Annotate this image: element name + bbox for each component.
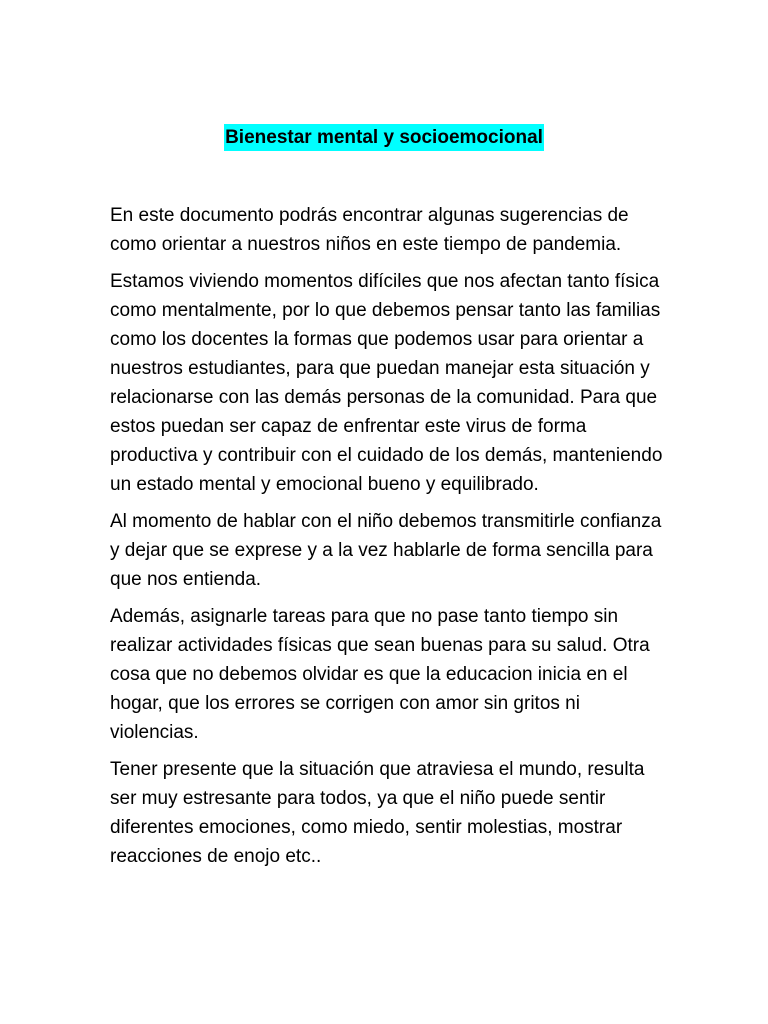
document-title: Bienestar mental y socioemocional — [224, 124, 544, 151]
paragraph-intro: En este documento podrás encontrar algunas sugerencias de como orientar a nuestros niños en este tiempo de pandemia. — [110, 205, 629, 255]
document-body — [110, 201, 666, 879]
paragraph-communication: Al momento de hablar con el niño debemos transmitirle confianza y dejar que se exprese y a la vez hablarle de forma sencilla para que nos entienda. — [110, 511, 662, 590]
paragraph-tasks: Además, asignarle tareas para que no pase tanto tiempo sin realizar actividades físicas que sean buenas para su salud. Otra cosa que no debemos olvidar es que la educacion inicia en el hogar, que los errores se corrigen con amor sin gritos ni violencias. — [110, 606, 650, 743]
title-container — [0, 124, 768, 151]
paragraph-emotions: Tener presente que la situación que atraviesa el mundo, resulta ser muy estresante para todos, ya que el niño puede sentir diferentes emociones, como miedo, sentir molestias, mostrar reacciones de enojo etc.. — [110, 759, 645, 867]
paragraph-context: Estamos viviendo momentos difíciles que nos afectan tanto física como mentalmente, por lo que debemos pensar tanto las familias como los docentes la formas que podemos usar para orientar a nuestros estudiantes, para que puedan manejar esta situación y relacionarse con las demás personas de la comunidad. Para que estos puedan ser capaz de enfrentar este virus de forma productiva y contribuir con el cuidado de los demás, manteniendo un estado mental y emocional bueno y equilibrado. — [110, 271, 663, 495]
